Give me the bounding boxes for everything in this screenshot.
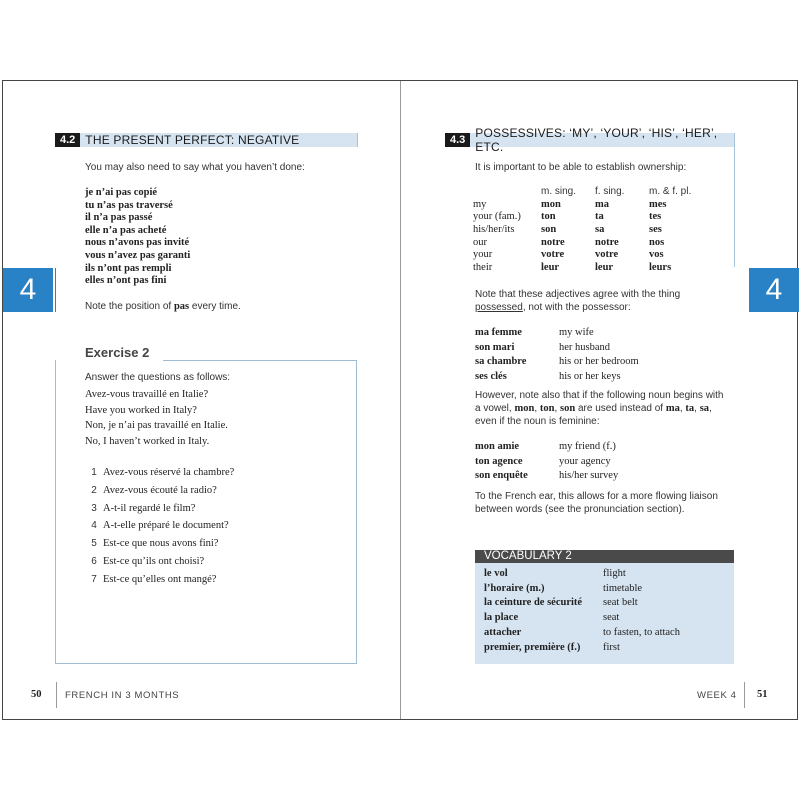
vocab-french: la ceinture de sécurité — [484, 597, 583, 609]
table-cell: ta — [595, 211, 604, 223]
vocab-row — [484, 625, 734, 640]
vocab-row — [484, 566, 734, 581]
tab-rule — [55, 268, 56, 312]
text-run: , — [709, 403, 712, 414]
pair-row — [475, 439, 618, 454]
vocab-french: l’horaire (m.) — [484, 582, 545, 594]
examples-list — [85, 187, 190, 288]
example-line: il n’a pas passé — [85, 212, 153, 224]
section-header-4-3 — [445, 126, 734, 154]
question-number: 2 — [91, 484, 97, 496]
example-line: vous n’avez pas garanti — [85, 249, 191, 261]
vocab-row — [484, 640, 734, 655]
vocab-row — [484, 581, 734, 596]
chapter-tab-left: 4 — [3, 268, 53, 312]
question-number: 3 — [91, 502, 97, 514]
pair-english: his or her keys — [559, 370, 621, 382]
table-cell: notre — [541, 236, 565, 248]
table-cell: his/her/its — [473, 223, 515, 235]
table-cell: mes — [649, 198, 667, 210]
example-line: elle n’a pas acheté — [85, 224, 167, 236]
vocab-french: le vol — [484, 568, 508, 579]
table-row — [473, 248, 719, 261]
text-run: , — [679, 403, 686, 414]
pairs-list-2 — [475, 439, 618, 483]
table-cell: your (fam.) — [473, 211, 521, 223]
table-cell: ses — [649, 223, 662, 235]
table-cell: sa — [595, 223, 605, 235]
vocab-english: seat belt — [603, 597, 638, 609]
example-line: ils n’ont pas rempli — [85, 262, 172, 274]
pair-french: ses clés — [475, 370, 507, 382]
pair-french: ton agence — [475, 455, 523, 467]
vowel-note-line — [475, 402, 724, 415]
pair-row — [475, 340, 639, 355]
bold-word: sa — [699, 403, 710, 414]
question-text: A-t-il regardé le film? — [103, 502, 196, 514]
question-number: 6 — [91, 555, 97, 567]
sample-line: No, I haven’t worked in Italy. — [85, 435, 210, 447]
pair-english: your agency — [559, 455, 611, 467]
right-margin-rule — [734, 133, 735, 267]
table-cell: leur — [595, 261, 614, 273]
table-cell: my — [473, 198, 487, 210]
question-text: Avez-vous écouté la radio? — [103, 484, 217, 496]
section-number: 4.3 — [445, 133, 470, 147]
vocab-english: seat — [603, 612, 620, 624]
liaison-note — [475, 490, 718, 516]
pair-row — [475, 454, 618, 469]
pair-row — [475, 325, 639, 340]
example-line: tu n’as pas traversé — [85, 199, 173, 211]
pair-row — [475, 369, 639, 384]
vocabulary-title: VOCABULARY 2 — [475, 550, 734, 563]
table-cell: ton — [541, 211, 556, 223]
bold-word: ma — [665, 403, 680, 414]
question-text: Est-ce qu’ils ont choisi? — [103, 555, 205, 567]
bold-word: ton — [539, 403, 555, 414]
vowel-note — [475, 389, 724, 428]
pair-french: ma femme — [475, 327, 522, 338]
sample-line: Have you worked in Italy? — [85, 404, 197, 416]
pair-french: son mari — [475, 341, 515, 353]
question-item — [85, 516, 234, 534]
liaison-note-line: To the French ear, this allows for a more flowing liaison — [475, 491, 718, 502]
question-text: Est-ce qu’elles ont mangé? — [103, 573, 217, 585]
section-header-4-2 — [55, 133, 357, 147]
table-header: m. sing. — [541, 186, 577, 197]
vocabulary-box — [475, 563, 734, 664]
note-text: every time. — [189, 301, 241, 312]
exercise-instruction: Answer the questions as follows: — [85, 372, 231, 383]
question-text: A-t-elle préparé le document? — [103, 520, 229, 532]
example-line: je n’ai pas copié — [85, 187, 158, 198]
table-header-row — [473, 185, 719, 198]
footer-separator — [56, 682, 57, 708]
liaison-note-line: between words (see the pronunciation section). — [475, 504, 685, 515]
text-run: , — [534, 403, 540, 414]
spine-divider — [400, 81, 401, 719]
question-item — [85, 463, 234, 481]
vocab-english: timetable — [603, 582, 643, 594]
table-header: f. sing. — [595, 186, 625, 197]
question-number: 4 — [91, 520, 97, 532]
table-cell: leur — [541, 261, 560, 273]
table-cell: mon — [541, 198, 561, 210]
pair-row — [475, 354, 639, 369]
section-title: THE PRESENT PERFECT: NEGATIVE — [85, 133, 300, 147]
table-cell: notre — [595, 236, 619, 248]
pair-french: mon amie — [475, 441, 520, 452]
table-cell: tes — [649, 211, 662, 223]
vocab-french: la place — [484, 612, 519, 624]
vocab-english: flight — [603, 568, 626, 579]
table-cell: vos — [649, 249, 664, 261]
pair-english: my friend (f.) — [559, 441, 616, 452]
example-line: elles n’ont pas fini — [85, 275, 167, 287]
table-header — [473, 185, 541, 198]
table-cell: votre — [595, 249, 619, 261]
pair-english: his or her bedroom — [559, 356, 639, 368]
vocab-english: to fasten, to attach — [603, 626, 680, 638]
note-bold: pas — [173, 301, 190, 312]
section-number: 4.2 — [55, 133, 80, 147]
footer-separator — [744, 682, 745, 708]
pair-french: son enquête — [475, 470, 528, 482]
page-number-right: 51 — [757, 689, 768, 700]
table-row — [473, 236, 719, 249]
exercise-title: Exercise 2 — [85, 345, 150, 360]
vocab-row — [484, 610, 734, 625]
book-spread — [2, 80, 798, 720]
table-cell: leurs — [649, 261, 672, 273]
question-number: 7 — [91, 573, 97, 585]
table-row — [473, 198, 719, 211]
question-item — [85, 499, 234, 517]
week-label: WEEK 4 — [697, 690, 737, 701]
book-title: FRENCH IN 3 MONTHS — [65, 690, 180, 701]
bold-word: mon — [514, 403, 535, 414]
question-text: Est-ce que nous avons fini? — [103, 538, 219, 550]
underlined-word: possessed — [475, 302, 523, 313]
pair-english: my wife — [559, 327, 594, 338]
table-cell: votre — [541, 249, 565, 261]
bold-word: ta — [685, 403, 695, 414]
table-row — [473, 211, 719, 224]
intro-text: It is important to be able to establish ownership: — [475, 162, 687, 173]
pair-french: sa chambre — [475, 356, 527, 368]
table-row — [473, 261, 719, 274]
question-item — [85, 552, 234, 570]
vocabulary-list — [475, 563, 734, 654]
possessives-table — [473, 185, 719, 274]
agree-note-rest: , not with the possessor: — [522, 302, 631, 313]
table-cell: their — [473, 261, 493, 273]
agree-note-line: Note that these adjectives agree with the thing — [475, 289, 681, 300]
page-number-left: 50 — [31, 689, 42, 700]
sample-line: Avez-vous travaillé en Italie? — [85, 389, 209, 400]
question-item — [85, 534, 234, 552]
table-cell: your — [473, 249, 493, 261]
vocab-english: first — [603, 641, 620, 653]
table-cell: son — [541, 223, 557, 235]
question-number: 5 — [91, 538, 97, 550]
pair-english: his/her survey — [559, 470, 619, 482]
text-run: a vowel, — [475, 403, 515, 414]
pairs-list-1 — [475, 325, 639, 383]
question-item — [85, 481, 234, 499]
question-text: Avez-vous réservé la chambre? — [103, 467, 235, 478]
pair-row — [475, 468, 618, 483]
sample-line: Non, je n’ai pas travaillé en Italie. — [85, 420, 228, 432]
example-line: nous n’avons pas invité — [85, 237, 190, 249]
vowel-note-line: even if the noun is feminine: — [475, 416, 600, 427]
bold-word: son — [560, 403, 576, 414]
exercise-sample — [85, 387, 228, 449]
pair-english: her husband — [559, 341, 611, 353]
intro-text: You may also need to say what you haven’t done: — [85, 162, 305, 173]
text-run: , — [554, 403, 561, 414]
vocab-row — [484, 595, 734, 610]
question-item — [85, 570, 234, 588]
table-cell: ma — [595, 198, 609, 210]
text-run: are used instead of — [575, 403, 666, 414]
table-cell: our — [473, 236, 487, 248]
exercise-questions — [85, 463, 234, 588]
table-cell: nos — [649, 236, 665, 248]
vocab-french: attacher — [484, 626, 522, 638]
question-number: 1 — [91, 467, 97, 478]
table-row — [473, 223, 719, 236]
table-header: m. & f. pl. — [649, 186, 692, 197]
agree-note — [475, 288, 680, 314]
agree-note-line — [475, 301, 680, 314]
position-note — [85, 301, 241, 312]
note-text: Note the position of — [85, 301, 174, 312]
chapter-tab-right: 4 — [749, 268, 799, 312]
vowel-note-line: However, note also that if the following noun begins with — [475, 390, 724, 401]
header-rule — [357, 133, 358, 147]
vocab-french: premier, première (f.) — [484, 641, 581, 653]
text-run: , — [694, 403, 700, 414]
section-title: POSSESSIVES: ‘MY’, ‘YOUR’, ‘HIS’, ‘HER’, ETC. — [475, 126, 718, 154]
